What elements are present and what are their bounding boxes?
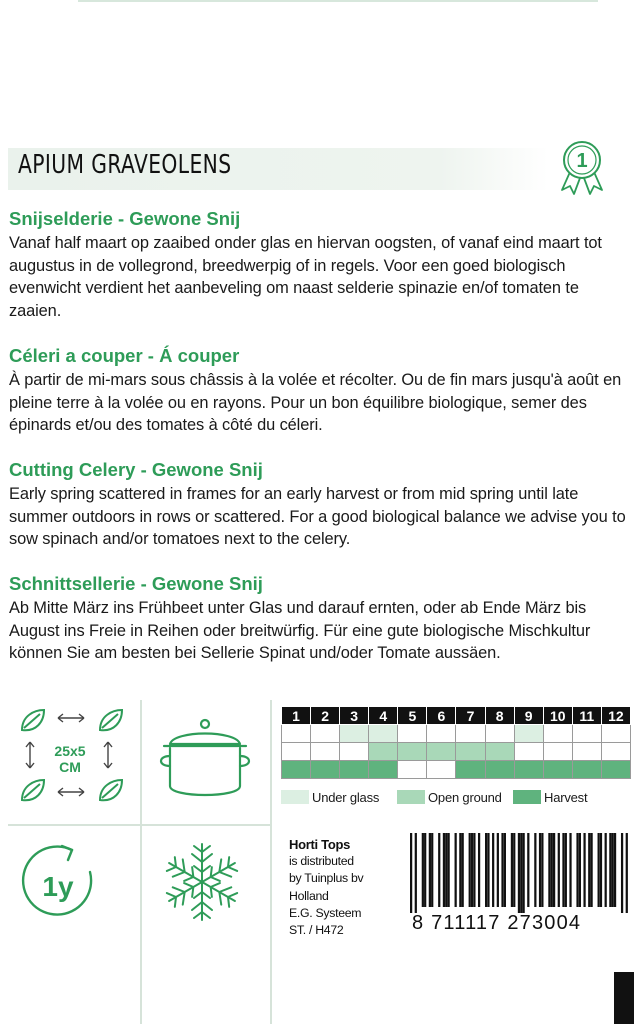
calendar-cell: [398, 725, 427, 743]
brand-name: Horti Tops: [289, 837, 351, 852]
calendar-month-5: 5: [398, 707, 427, 725]
barcode-bar: [429, 833, 431, 907]
calendar-cell: [485, 761, 514, 779]
award-ribbon-icon: [552, 136, 612, 196]
section-heading: Céleri a couper - Á couper: [9, 345, 240, 366]
barcode-bar: [473, 833, 475, 907]
calendar-legend: [281, 788, 631, 808]
calendar-month-6: 6: [427, 707, 456, 725]
barcode-bar: [518, 833, 520, 913]
calendar-header-row: [282, 707, 631, 725]
barcode-bar: [548, 833, 550, 907]
calendar-cell: [282, 725, 311, 743]
calendar-cell: [514, 761, 543, 779]
distributor-line: ST. / H472: [289, 923, 344, 938]
section-german: [9, 573, 629, 665]
section-english: [9, 459, 629, 551]
calendar-month-9: 9: [514, 707, 543, 725]
section-body: À partir de mi-mars sous châssis à la volée et récolter. Ou de fin mars jusqu'à août en pleine terre à la volée ou en rayons. Pour un bon équilibre biologique, semer des épinards et/ou des tomates à côté du céleri.: [9, 371, 622, 434]
calendar-cell: [572, 761, 601, 779]
section-body: Ab Mitte März ins Frühbeet unter Glas und darauf ernten, oder ab Ende März bis August ins Freie in Reihen oder breitwürfig. Für eine gute biologische Mischkultur können Sie am besten bei Sellerie Spinat und/oder Tomate aussäen.: [9, 599, 591, 662]
legend-label-harvest: Harvest: [544, 790, 588, 805]
calendar-cell: [398, 761, 427, 779]
barcode-bar: [462, 833, 464, 907]
barcode-bar: [523, 833, 525, 913]
barcode-bar: [605, 833, 607, 907]
calendar-cell: [311, 725, 340, 743]
badge-number: 1: [576, 150, 588, 172]
legend-swatch-harvest: [513, 790, 541, 804]
barcode-bar: [501, 833, 503, 907]
distributor-line: E.G. Systeem: [289, 905, 362, 920]
calendar-cell: [485, 725, 514, 743]
barcode-bar: [431, 833, 433, 907]
barcode-bar: [459, 833, 461, 907]
section-heading: Schnittsellerie - Gewone Snij: [9, 573, 263, 594]
calendar-month-4: 4: [369, 707, 398, 725]
barcode-bar: [497, 833, 499, 907]
calendar-cell: [340, 761, 369, 779]
barcode-bar: [410, 833, 412, 913]
barcode-bar: [455, 833, 457, 907]
sowing-calendar: [281, 706, 631, 779]
barcode-bar: [588, 833, 590, 907]
calendar-cell: [456, 725, 485, 743]
calendar-cell: [398, 743, 427, 761]
barcode-digits: 8 711117 273004: [412, 912, 582, 934]
barcode-bar: [612, 833, 614, 907]
spacing-label-bottom: CM: [59, 759, 81, 775]
barcode-bar: [438, 833, 440, 907]
calendar-cell: [369, 725, 398, 743]
calendar-month-2: 2: [311, 707, 340, 725]
legend-swatch-open-ground: [397, 790, 425, 804]
calendar-cell: [572, 725, 601, 743]
barcode-bar: [576, 833, 578, 907]
calendar-cell: [601, 725, 630, 743]
barcode-bar: [527, 833, 529, 907]
calendar-cell: [311, 743, 340, 761]
barcode-bar: [539, 833, 541, 907]
barcode-bar: [485, 833, 487, 907]
barcode-bar: [443, 833, 445, 907]
grid-divider: [270, 700, 272, 1024]
section-heading: Cutting Celery - Gewone Snij: [9, 459, 263, 480]
barcode-bar: [534, 833, 536, 907]
calendar-cell: [340, 725, 369, 743]
calendar-cell: [514, 743, 543, 761]
distributor-line: is distributed: [289, 854, 354, 869]
barcode-bar: [558, 833, 560, 907]
calendar-cell: [572, 743, 601, 761]
barcode-bar: [469, 833, 471, 907]
top-rule: [78, 0, 598, 2]
calendar-month-10: 10: [543, 707, 572, 725]
barcode-bar: [583, 833, 585, 907]
calendar-cell: [311, 761, 340, 779]
barcode-bar: [445, 833, 447, 907]
barcode-bar: [541, 833, 543, 907]
barcode-bar: [448, 833, 450, 907]
calendar-cell: [282, 761, 311, 779]
cycle-arrow-icon: [14, 838, 104, 928]
grid-divider: [8, 824, 270, 826]
calendar-month-7: 7: [456, 707, 485, 725]
barcode-bar: [579, 833, 581, 907]
cooking-pot-icon: [150, 710, 260, 810]
calendar-row-open: [282, 743, 631, 761]
barcode-bar: [626, 833, 628, 913]
distributor-info: [289, 836, 363, 939]
barcode-bar: [422, 833, 424, 907]
calendar-cell: [543, 761, 572, 779]
section-body: Early spring scattered in frames for an early harvest or from mid spring until late summer outdoors in rows or scattered. For a good biological balance we advise you to sow spinach and/or tomatoes next to the celery.: [9, 485, 626, 548]
calendar-cell: [543, 725, 572, 743]
distributor-line: by Tuinplus bv: [289, 871, 364, 886]
calendar-cell: [456, 761, 485, 779]
calendar-month-8: 8: [485, 707, 514, 725]
barcode-bar: [424, 833, 426, 907]
leaf-spacing-icon: [14, 704, 130, 808]
calendar-cell: [282, 743, 311, 761]
legend-swatch-under-glass: [281, 790, 309, 804]
barcode-bar: [598, 833, 600, 907]
barcode-bar: [569, 833, 571, 907]
calendar-cell: [427, 725, 456, 743]
section-heading: Snijselderie - Gewone Snij: [9, 208, 241, 229]
barcode-bar: [513, 833, 515, 907]
calendar-cell: [601, 761, 630, 779]
calendar-cell: [601, 743, 630, 761]
barcode-bar: [478, 833, 480, 907]
barcode-bar: [562, 833, 564, 907]
species-title: APIUM GRAVEOLENS: [18, 150, 232, 180]
barcode-bar: [492, 833, 494, 907]
snowflake-icon: [160, 840, 244, 924]
barcode-bar: [590, 833, 592, 907]
calendar-body: [282, 725, 631, 779]
legend-label-under-glass: Under glass: [312, 790, 380, 805]
calendar-cell: [427, 761, 456, 779]
calendar-table: [281, 706, 631, 779]
corner-print-mark: [614, 972, 634, 1024]
calendar-cell: [427, 743, 456, 761]
barcode-bar: [487, 833, 489, 907]
calendar-cell: [485, 743, 514, 761]
calendar-cell: [543, 743, 572, 761]
section-dutch: [9, 208, 629, 322]
barcode-bar: [520, 833, 522, 913]
legend-label-open-ground: Open ground: [428, 790, 502, 805]
lifecycle-label: 1y: [42, 871, 74, 902]
barcode-bar: [504, 833, 506, 907]
barcode: [410, 833, 628, 913]
calendar-cell: [514, 725, 543, 743]
barcode-bar: [553, 833, 555, 907]
distributor-line: Holland: [289, 888, 329, 903]
barcode-bar: [609, 833, 611, 907]
section-body: Vanaf half maart op zaaibed onder glas en hiervan oogsten, of vanaf eind maart tot augustus in de vollegrond, breedwerpig of in regels. Voor een goed biologisch evenwicht verdient het aanbeveling om naast selderie spinazie en/of tomaten te zaaien.: [9, 234, 602, 320]
calendar-cell: [456, 743, 485, 761]
calendar-row-harvest: [282, 761, 631, 779]
calendar-month-12: 12: [601, 707, 630, 725]
calendar-month-1: 1: [282, 707, 311, 725]
calendar-row-under: [282, 725, 631, 743]
barcode-bar: [551, 833, 553, 907]
calendar-cell: [369, 761, 398, 779]
barcode-bar: [614, 833, 616, 907]
calendar-cell: [340, 743, 369, 761]
barcode-bar: [600, 833, 602, 907]
barcode-bar: [415, 833, 417, 913]
calendar-cell: [369, 743, 398, 761]
calendar-month-11: 11: [572, 707, 601, 725]
barcode-bar: [471, 833, 473, 907]
calendar-month-3: 3: [340, 707, 369, 725]
barcode-bar: [565, 833, 567, 907]
barcode-bar: [511, 833, 513, 907]
section-french: [9, 345, 629, 437]
barcode-bar: [621, 833, 623, 913]
grid-divider: [140, 700, 142, 1024]
spacing-label-top: 25x5: [54, 743, 86, 759]
